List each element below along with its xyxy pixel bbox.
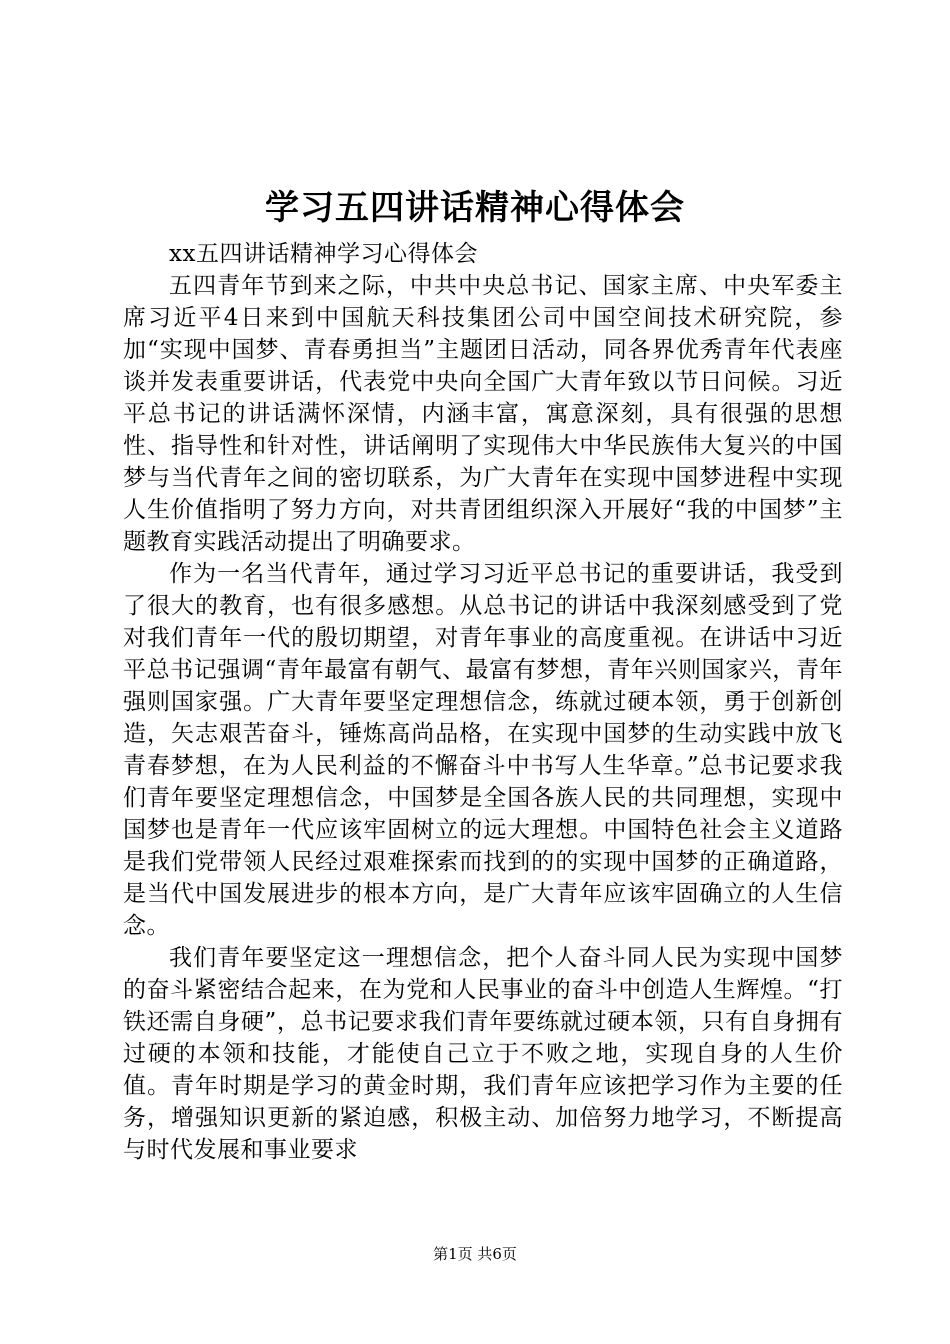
document-body <box>123 238 843 1166</box>
document-title: 学习五四讲话精神心得体会 <box>265 188 685 228</box>
subtitle-paragraph: xx五四讲话精神学习心得体会 <box>169 241 478 267</box>
body-paragraph: 五四青年节到来之际，中共中央总书记、国家主席、中央军委主席习近平4日来到中国航天科技集团公司中国空间技术研究院，参加“实现中国梦、青春勇担当”主题团日活动，同各界优秀青年代表座谈并发表重要讲话，代表党中央向全国广大青年致以节日问候。习近平总书记的讲话满怀深情，内涵丰富，寓意深刻，具有很强的思想性、指导性和针对性，讲话阐明了实现伟大中华民族伟大复兴的中国梦与当代青年之间的密切联系，为广大青年在实现中国梦进程中实现人生价值指明了努力方向，对共青团组织深入开展好“我的中国梦”主题教育实践活动提出了明确要求。 <box>123 273 843 555</box>
body-paragraph: 作为一名当代青年，通过学习习近平总书记的重要讲话，我受到了很大的教育，也有很多感想。从总书记的讲话中我深刻感受到了党对我们青年一代的殷切期望，对青年事业的高度重视。在讲话中习近平总书记强调“青年最富有朝气、最富有梦想，青年兴则国家兴，青年强则国家强。广大青年要坚定理想信念，练就过硬本领，勇于创新创造，矢志艰苦奋斗，锤炼高尚品格，在实现中国梦的生动实践中放飞青春梦想，在为人民利益的不懈奋斗中书写人生华章。”总书记要求我们青年要坚定理想信念，中国梦是全国各族人民的共同理想，实现中国梦也是青年一代应该牢固树立的远大理想。中国特色社会主义道路是我们党带领人民经过艰难探索而找到的的实现中国梦的正确道路，是当代中国发展进步的根本方向，是广大青年应该牢固确立的人生信念。 <box>123 561 843 939</box>
page-number-footer: 第1页 共6页 <box>433 1245 517 1263</box>
body-paragraph: 我们青年要坚定这一理想信念，把个人奋斗同人民为实现中国梦的奋斗紧密结合起来，在为党和人民事业的奋斗中创造人生辉煌。“打铁还需自身硬”，总书记要求我们青年要练就过硬本领，只有自身拥有过硬的本领和技能，才能使自己立于不败之地，实现自身的人生价值。青年时期是学习的黄金时期，我们青年应该把学习作为主要的任务，增强知识更新的紧迫感，积极主动、加倍努力地学习，不断提高与时代发展和事业要求 <box>123 945 843 1163</box>
